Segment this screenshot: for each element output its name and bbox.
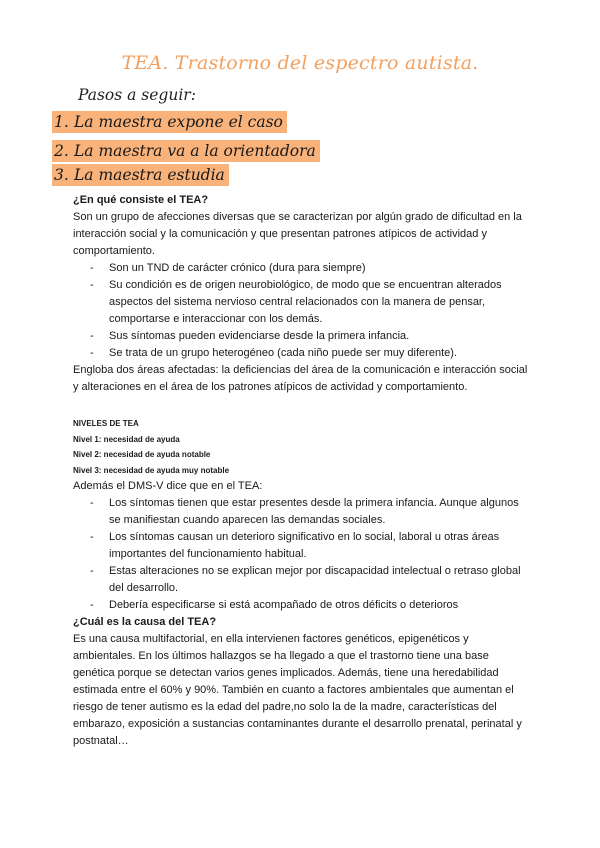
paragraph: Son un grupo de afecciones diversas que se caracterizan por algún grado de dificultad en la interacción social y la comunicación y que presentan patrones atípicos de actividad y comportamiento. xyxy=(73,211,522,257)
step-number: 1. xyxy=(54,113,69,131)
section-heading: ¿Cuál es la causa del TEA? xyxy=(73,616,217,628)
list-item: - Debería especificarse si está acompañado de otros déficits o deterioros xyxy=(73,597,528,614)
list-item: - Su condición es de origen neurobiológico, de modo que se encuentran alterados aspectos del sistema nervioso central relacionados con la manera de pensar, comportarse e interaccionar con los demás. xyxy=(73,277,528,328)
list-item: - Los síntomas causan un deterioro significativo en lo social, laboral u otras áreas importantes del funcionamiento habitual. xyxy=(73,529,528,563)
step-label: La maestra expone el caso xyxy=(74,113,283,131)
level-item: Nivel 1: necesidad de ayuda xyxy=(73,434,180,444)
levels-heading: NIVELES DE TEA xyxy=(73,419,139,428)
step-item xyxy=(52,164,229,186)
level-item: Nivel 3: necesidad de ayuda muy notable xyxy=(73,465,230,475)
list-item: - Son un TND de carácter crónico (dura para siempre) xyxy=(73,260,528,277)
step-number: 3. xyxy=(54,166,69,184)
bullet-list xyxy=(73,260,528,362)
step-label: La maestra estudia xyxy=(74,166,225,184)
list-item: - Estas alteraciones no se explican mejor por discapacidad intelectual o retraso global del desarrollo. xyxy=(73,563,528,597)
paragraph: Es una causa multifactorial, en ella intervienen factores genéticos, epigenéticos y ambientales. En los últimos hallazgos se ha llegado a que el trastorno tiene una base genética porque se detectan varios genes implicados. Además, tiene una heredabilidad estimada entre el 60% y 90%. También en cuanto a factores ambientales que aumentan el riesgo de tener autismo es la edad del padre,no solo la de la madre, características del embarazo, exposición a sustancias contaminantes durante el desarrollo prenatal, perinatal y postnatal… xyxy=(73,633,522,747)
document-body xyxy=(73,192,528,750)
level-item: Nivel 2: necesidad de ayuda notable xyxy=(73,450,211,459)
section-heading: ¿En qué consiste el TEA? xyxy=(73,194,209,206)
step-label: La maestra va a la orientadora xyxy=(74,142,316,160)
document-title: TEA. Trastorno del espectro autista. xyxy=(121,52,479,74)
list-item: - Sus síntomas pueden evidenciarse desde la primera infancia. xyxy=(73,328,528,345)
list-item: - Los síntomas tienen que estar presentes desde la primera infancia. Aunque algunos se manifiestan cuando aparecen las demandas sociales. xyxy=(73,495,528,529)
step-item xyxy=(52,111,287,133)
paragraph: Además el DMS-V dice que en el TEA: xyxy=(73,480,263,492)
step-item xyxy=(52,140,320,162)
steps-subtitle: Pasos a seguir: xyxy=(78,86,196,104)
bullet-list xyxy=(73,495,528,614)
paragraph: Engloba dos áreas afectadas: la deficiencias del área de la comunicación e interacción social y alteraciones en el área de los patrones atípicos de actividad y comportamiento. xyxy=(73,364,528,393)
levels-block xyxy=(73,416,528,478)
step-number: 2. xyxy=(54,142,69,160)
list-item: - Se trata de un grupo heterogéneo (cada niño puede ser muy diferente). xyxy=(73,345,528,362)
